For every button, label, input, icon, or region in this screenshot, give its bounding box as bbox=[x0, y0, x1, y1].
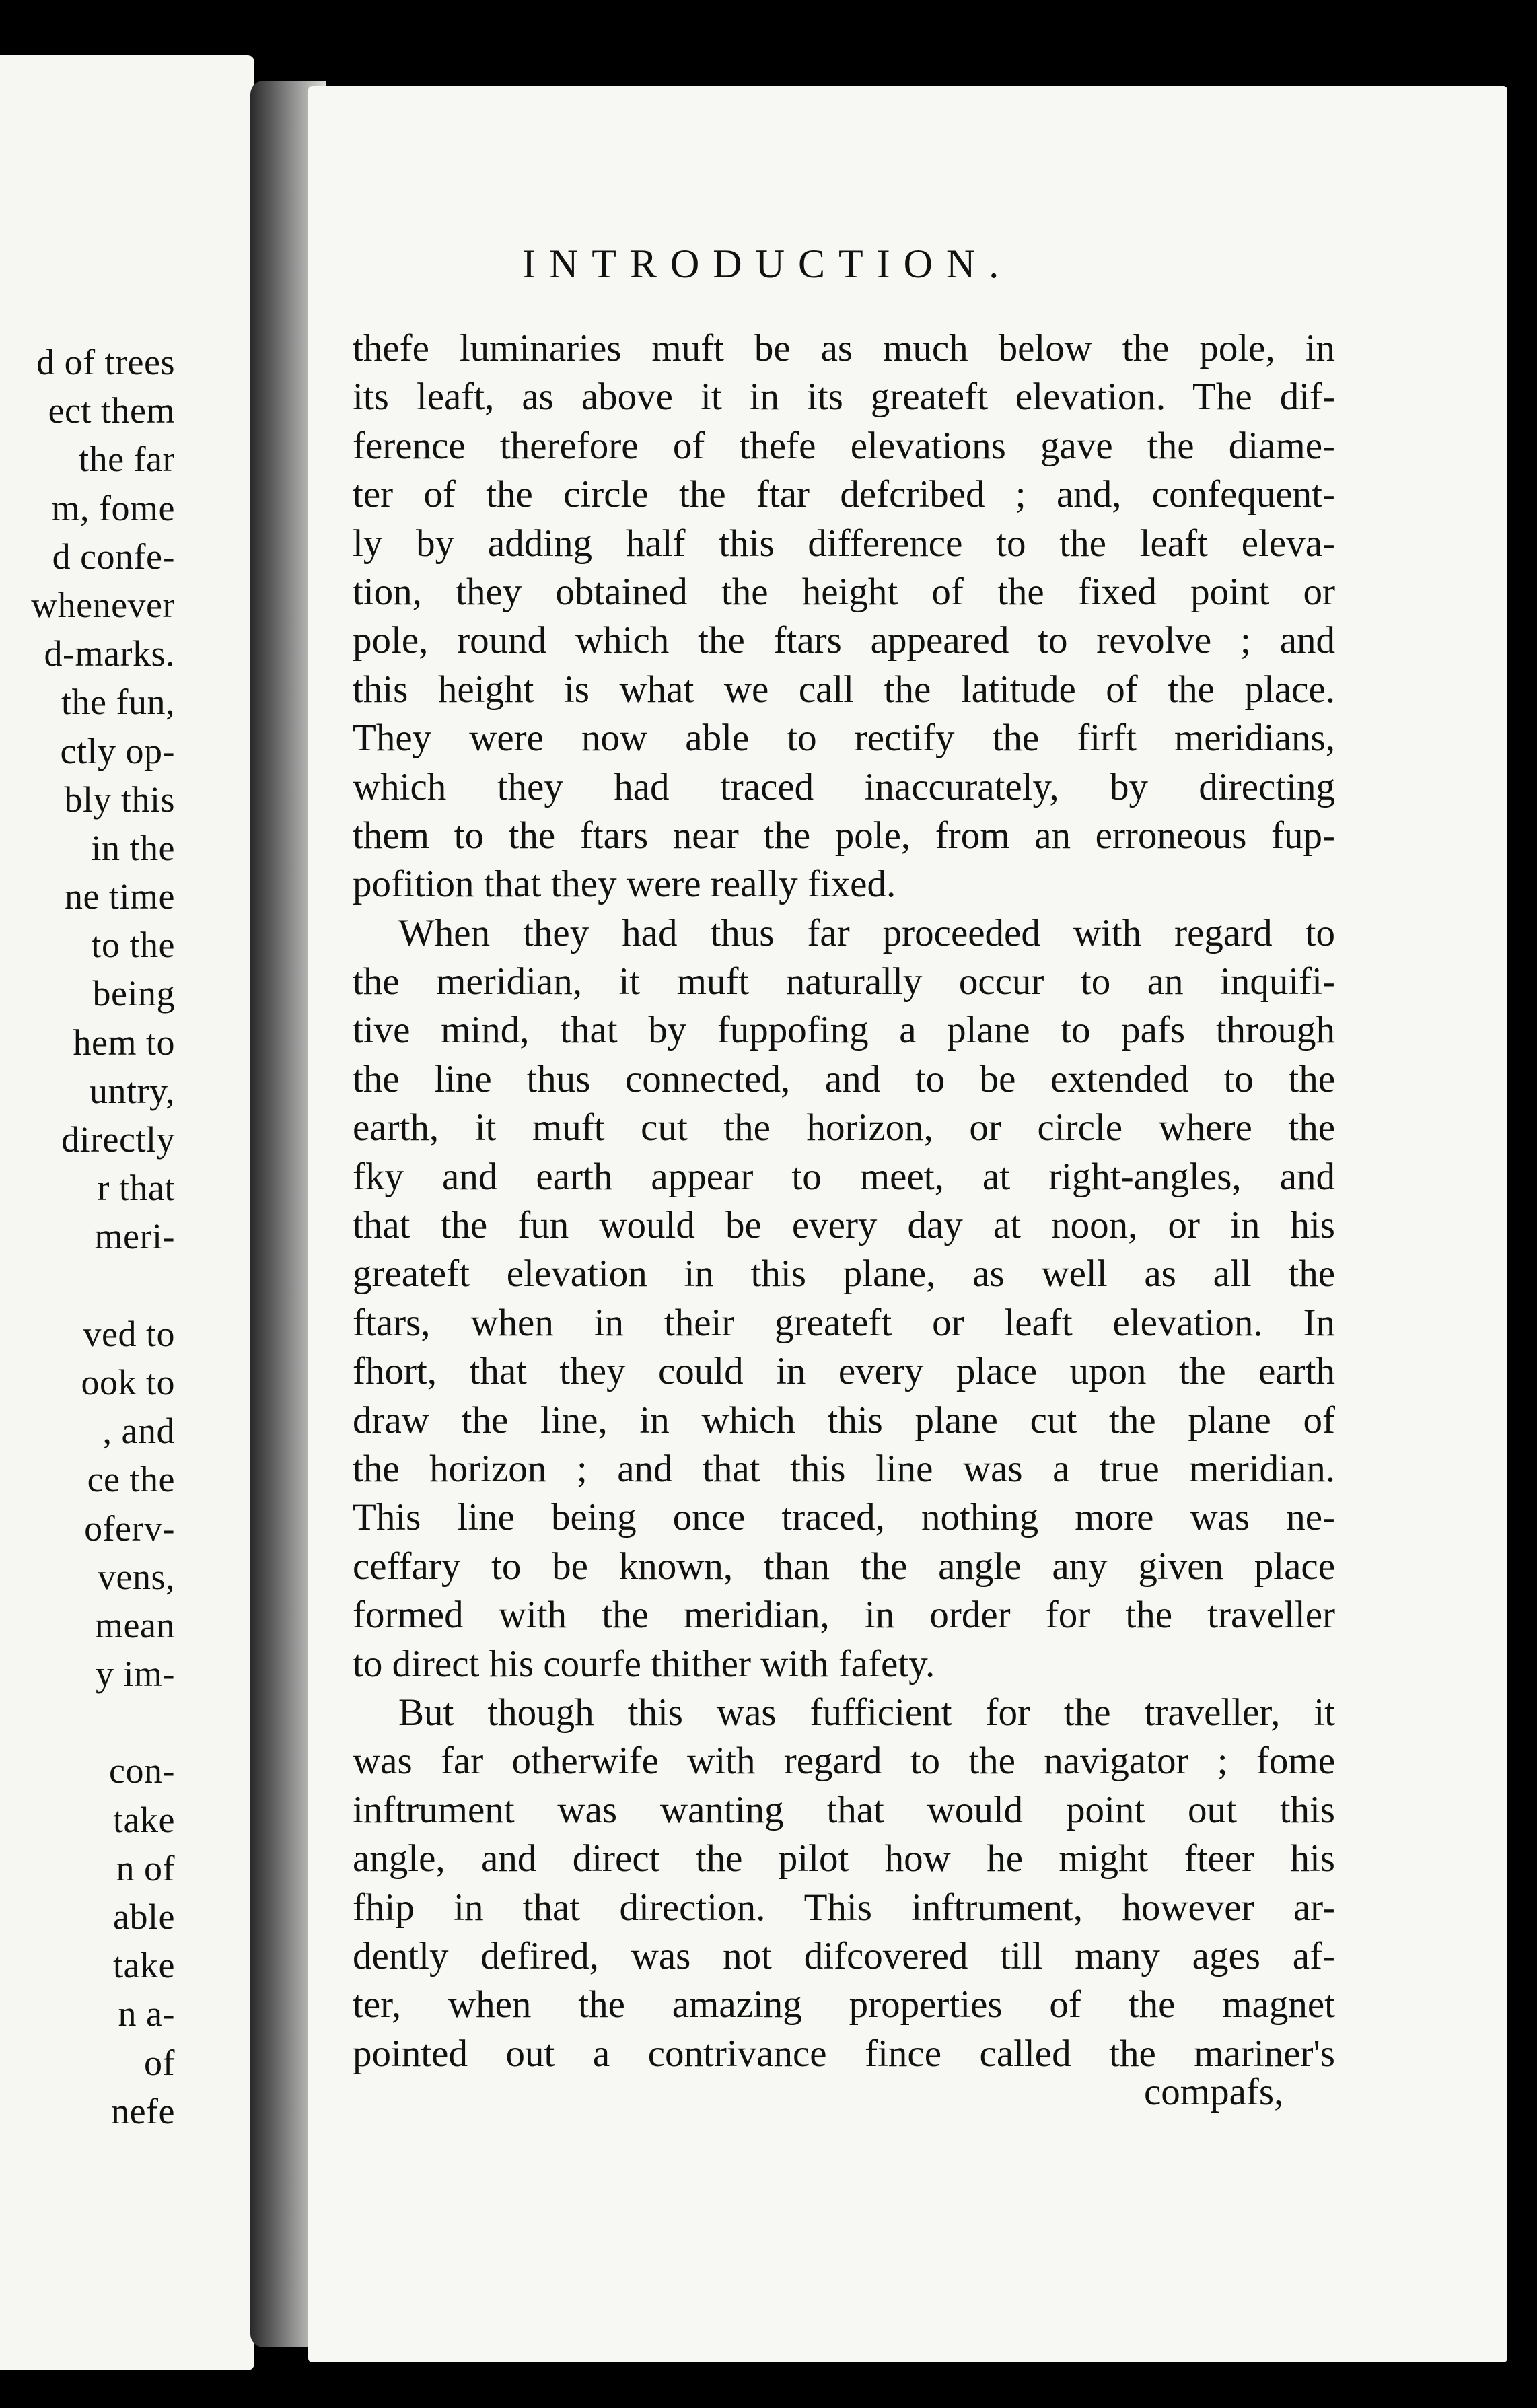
text-line: This line being once traced, nothing more was ne- bbox=[353, 1496, 1335, 1539]
text-line: its leaft, as above it in its greateft elevation. The dif- bbox=[353, 376, 1335, 419]
facing-page-line: bly this bbox=[64, 779, 175, 820]
text-line: the meridian, it muft naturally occur to an inquifi- bbox=[353, 960, 1335, 1003]
text-line: pointed out a contrivance fince called the mariner's bbox=[353, 2032, 1335, 2075]
text-line: formed with the meridian, in order for the traveller bbox=[353, 1594, 1335, 1637]
text-line: When they had thus far proceeded with regard to bbox=[398, 911, 1335, 954]
text-line: ference therefore of thefe elevations gave the diame- bbox=[353, 424, 1335, 467]
facing-page-line: of bbox=[144, 2042, 175, 2083]
text-line: angle, and direct the pilot how he might fteer his bbox=[353, 1837, 1335, 1880]
facing-page-line: directly bbox=[61, 1119, 175, 1160]
text-line: this height is what we call the latitude of the place. bbox=[353, 668, 1335, 711]
facing-page-line: n a- bbox=[118, 1993, 175, 2034]
facing-page-line: meri- bbox=[94, 1216, 175, 1257]
facing-page-line: n of bbox=[116, 1847, 175, 1888]
facing-page-line: ce the bbox=[87, 1459, 175, 1500]
facing-page-line: untry, bbox=[90, 1070, 175, 1111]
text-line: pole, round which the ftars appeared to revolve ; and bbox=[353, 619, 1335, 662]
text-line: tion, they obtained the height of the fixed point or bbox=[353, 570, 1335, 613]
text-line: thefe luminaries muft be as much below the pole, in bbox=[353, 327, 1335, 369]
facing-page-line: , and bbox=[102, 1411, 175, 1452]
facing-page-line: to the bbox=[91, 925, 175, 966]
catchword: compafs, bbox=[1144, 2071, 1284, 2113]
text-line: ly by adding half this difference to the leaft eleva- bbox=[353, 522, 1335, 565]
text-line: tive mind, that by fuppofing a plane to pafs through bbox=[353, 1009, 1335, 1052]
facing-page-line: able bbox=[113, 1897, 175, 1937]
facing-page-line: vens, bbox=[98, 1556, 175, 1597]
facing-page-line: ook to bbox=[81, 1361, 175, 1403]
facing-page-line: d of trees bbox=[36, 342, 175, 382]
facing-page-line bbox=[0, 1698, 175, 1746]
facing-page-line: oferv- bbox=[84, 1508, 175, 1549]
text-line: inftrument was wanting that would point out this bbox=[353, 1788, 1335, 1831]
text-line: ter of the circle the ftar defcribed ; and, confequent- bbox=[353, 473, 1335, 516]
text-line: the horizon ; and that this line was a true meridian. bbox=[353, 1447, 1335, 1490]
text-line: But though this was fufficient for the traveller, it bbox=[398, 1691, 1335, 1734]
text-line: fhort, that they could in every place upon the earth bbox=[353, 1350, 1335, 1393]
text-line: was far otherwife with regard to the navigator ; fome bbox=[353, 1740, 1335, 1783]
text-line: draw the line, in which this plane cut the plane of bbox=[353, 1398, 1335, 1442]
body-text bbox=[353, 324, 1335, 2078]
text-line: ftars, when in their greateft or leaft elevation. In bbox=[353, 1301, 1335, 1344]
text-line: the line thus connected, and to be extended to the bbox=[353, 1057, 1335, 1100]
facing-page-line: the far bbox=[79, 439, 175, 480]
text-line: which they had traced inaccurately, by directing bbox=[353, 765, 1335, 808]
facing-page-line: being bbox=[92, 973, 175, 1014]
facing-page-line: ctly op- bbox=[60, 730, 175, 771]
facing-page-line: whenever bbox=[31, 584, 175, 625]
text-line: earth, it muft cut the horizon, or circle where the bbox=[353, 1106, 1335, 1149]
text-line: ter, when the amazing properties of the magnet bbox=[353, 1983, 1335, 2026]
text-line: greateft elevation in this plane, as well as all the bbox=[353, 1252, 1335, 1296]
facing-page-line: y im- bbox=[96, 1654, 175, 1695]
facing-page-left bbox=[0, 55, 254, 2370]
text-line: fhip in that direction. This inftrument, however ar- bbox=[353, 1886, 1335, 1929]
facing-page-line: d confe- bbox=[52, 536, 175, 577]
text-line: that the fun would be every day at noon, or in his bbox=[353, 1204, 1335, 1247]
facing-page-line: ect them bbox=[48, 390, 175, 431]
text-line: They were now able to rectify the firft meridians, bbox=[353, 717, 1335, 760]
facing-page-line: nefe bbox=[111, 2090, 175, 2131]
facing-page-line: the fun, bbox=[61, 682, 175, 723]
facing-page-line: take bbox=[113, 1799, 175, 1840]
facing-page-line: hem to bbox=[73, 1022, 175, 1063]
text-line: pofition that they were really fixed. bbox=[353, 863, 896, 906]
text-line: fky and earth appear to meet, at right-angles, and bbox=[353, 1155, 1335, 1198]
facing-page-text bbox=[0, 338, 175, 2135]
running-head: INTRODUCTION. bbox=[522, 242, 1013, 286]
facing-page-line: r that bbox=[97, 1168, 175, 1209]
facing-page-line: ne time bbox=[65, 876, 175, 917]
facing-page-line bbox=[0, 1261, 175, 1310]
text-line: them to the ftars near the pole, from an erroneous fup- bbox=[353, 814, 1335, 857]
facing-page-line: ved to bbox=[83, 1313, 175, 1354]
facing-page-line: d-marks. bbox=[44, 633, 175, 674]
text-line: to direct his courfe thither with fafety. bbox=[353, 1642, 935, 1685]
text-line: ceffary to be known, than the angle any given place bbox=[353, 1545, 1335, 1588]
text-line: dently defired, was not difcovered till many ages af- bbox=[353, 1934, 1335, 1977]
facing-page-line: take bbox=[113, 1945, 175, 1986]
facing-page-line: mean bbox=[95, 1604, 175, 1645]
facing-page-line: in the bbox=[91, 827, 175, 868]
facing-page-line: m, fome bbox=[51, 487, 175, 528]
facing-page-line: con- bbox=[109, 1750, 175, 1792]
